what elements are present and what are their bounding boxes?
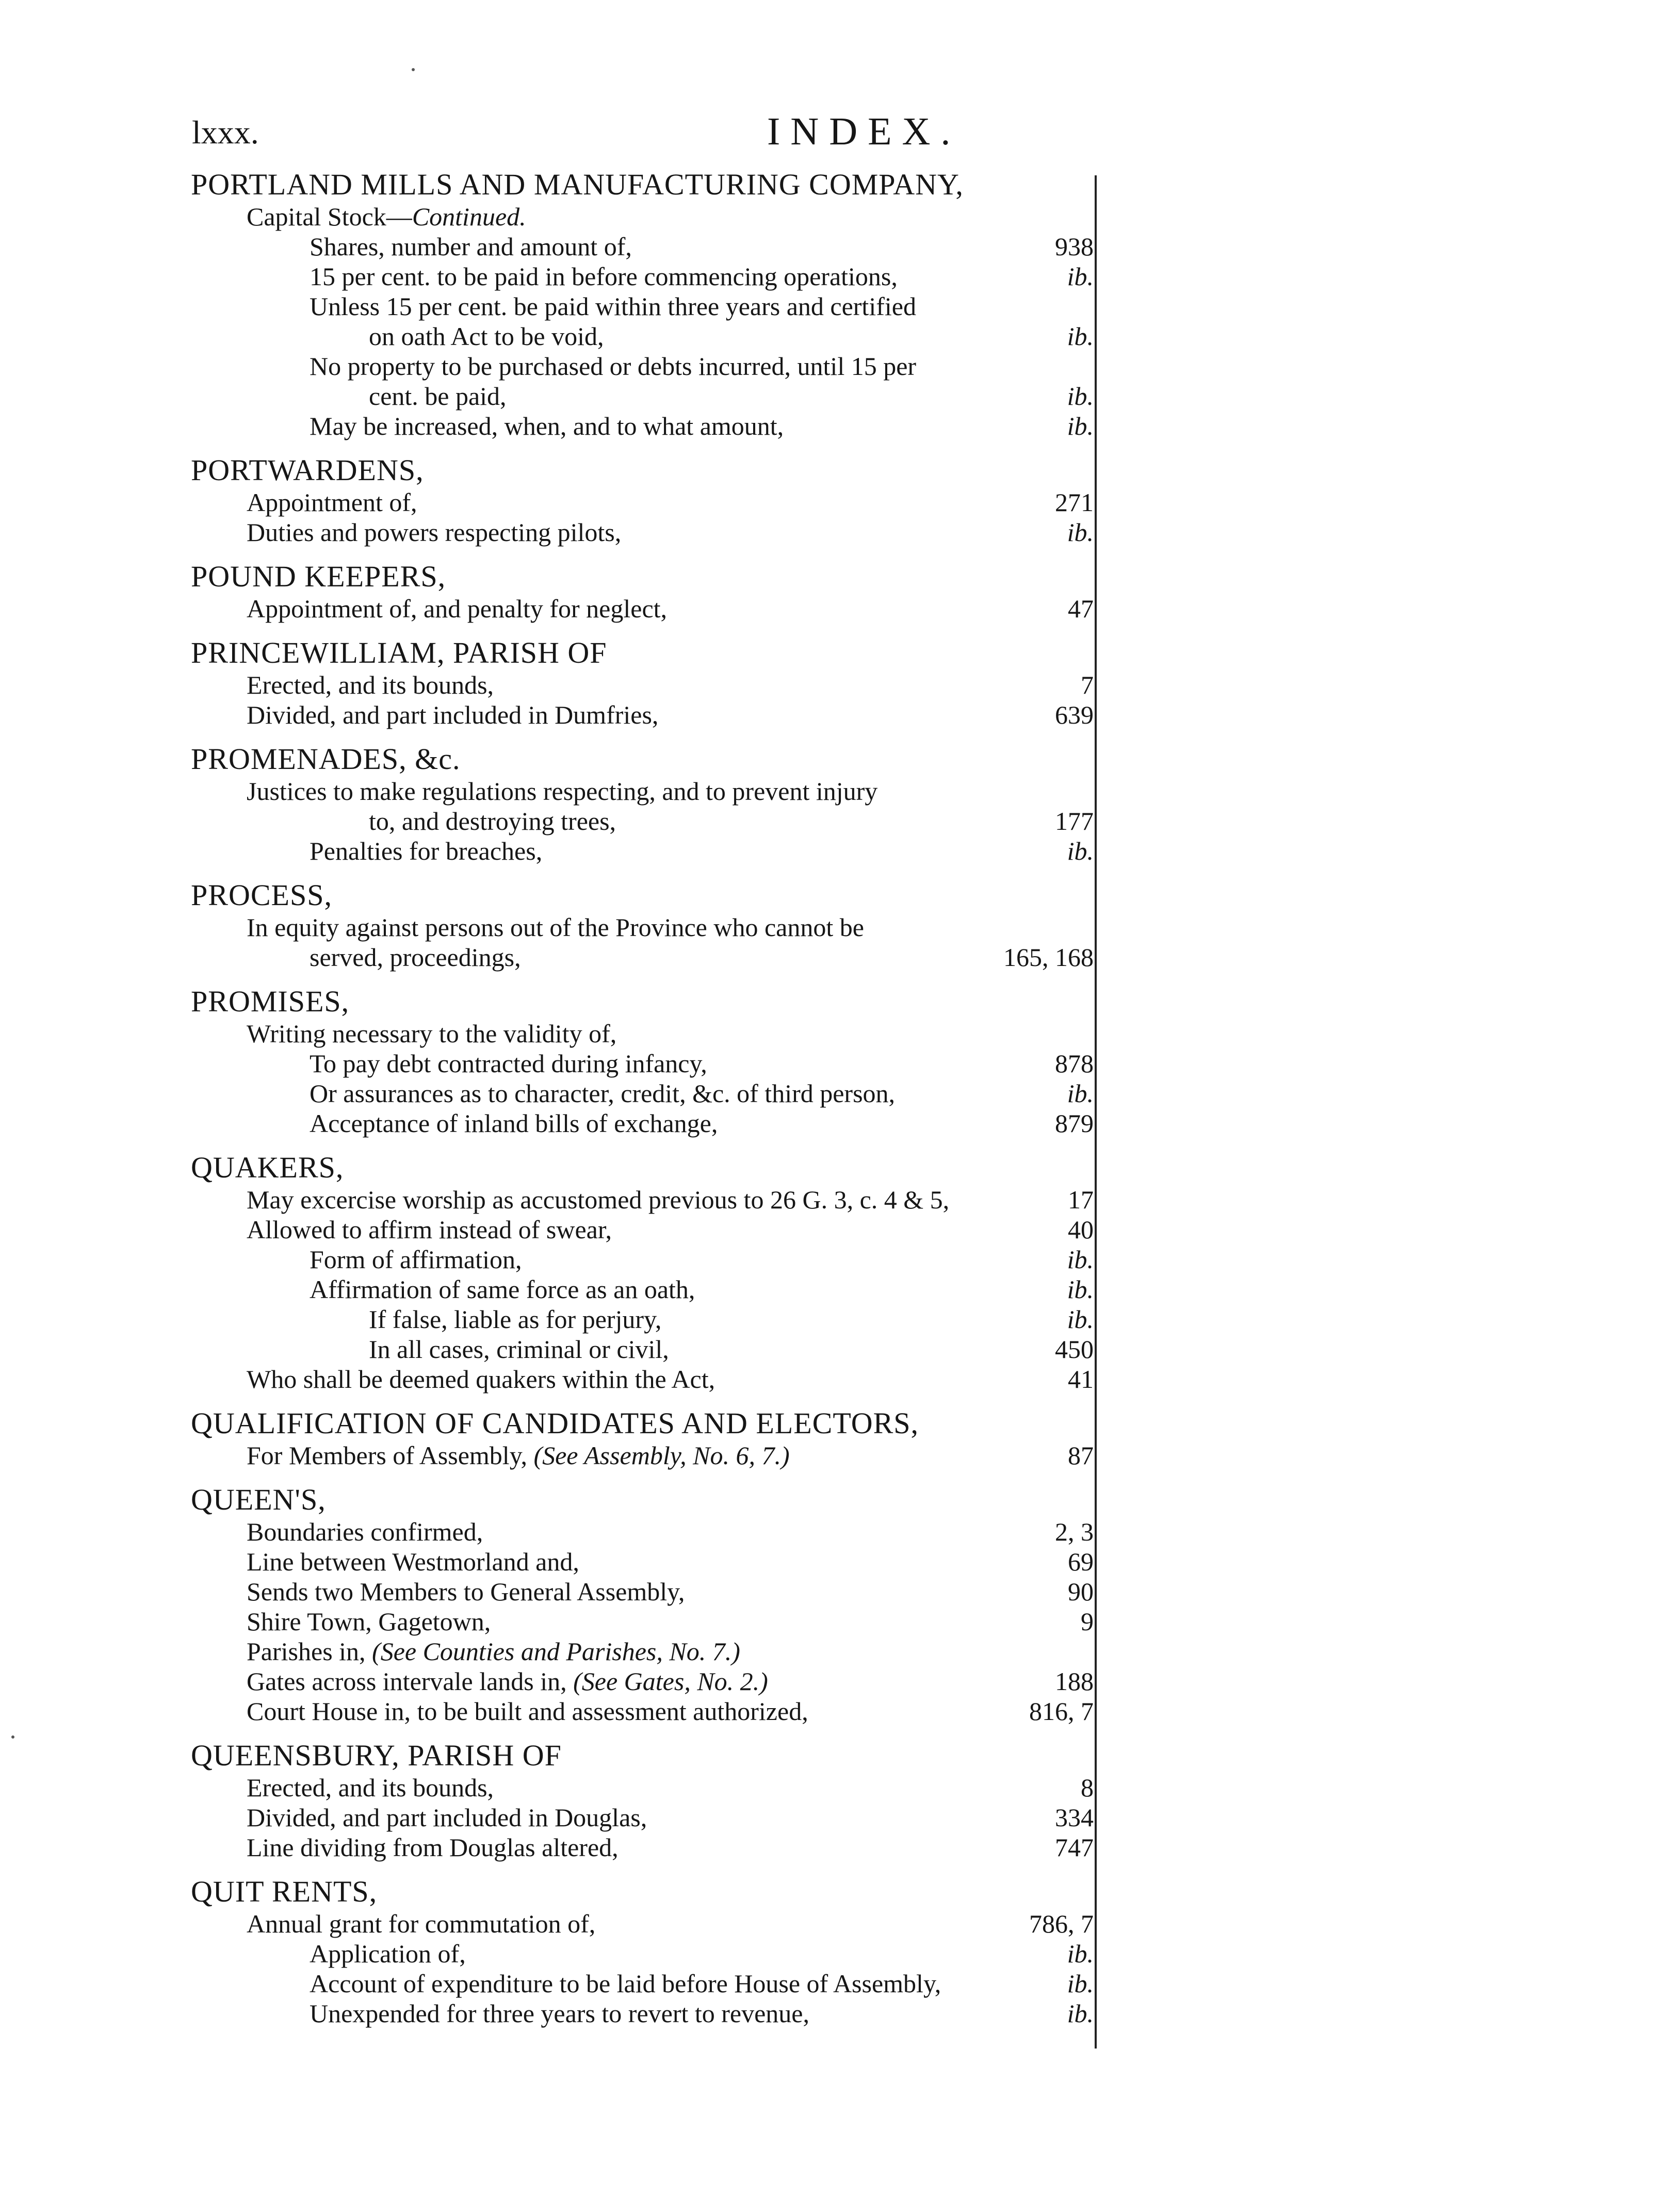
page-header [192,110,1089,160]
index-line [191,351,1094,381]
index-body [191,168,1094,2041]
index-line-text [247,1019,616,1048]
index-line [191,1696,1094,1726]
index-entry [191,1151,1094,1394]
subheading-continued: Continued. [412,202,526,231]
entry-heading: QUEENSBURY, PARISH OF [191,1739,562,1772]
index-entry [191,1483,1094,1726]
page-reference: 40 [1068,1215,1094,1244]
page-reference: ib. [1067,1999,1094,2028]
page-reference: ib. [1067,412,1094,440]
index-line [191,836,1094,866]
page-reference: ib. [1067,518,1094,547]
index-line [191,1547,1094,1577]
page-reference: 8 [1081,1773,1094,1802]
entry-heading: POUND KEEPERS, [191,560,446,593]
index-line [191,1364,1094,1394]
index-entry [191,1739,1094,1862]
page-reference: ib. [1067,1275,1094,1304]
cross-reference: (See Counties and Parishes, No. 7.) [372,1637,740,1666]
speck-mark [412,68,415,71]
index-line-text [247,1696,808,1726]
index-line [191,700,1094,730]
line-text: Unless 15 per cent. be paid within three years and certified [310,292,916,321]
index-line [191,1048,1094,1078]
entry-heading: PRINCEWILLIAM, PARISH OF [191,636,607,669]
index-line [191,1577,1094,1607]
index-line-text [247,670,494,700]
index-line [191,381,1094,411]
line-text: Shire Town, Gagetown, [247,1607,491,1636]
line-text: Affirmation of same force as an oath, [310,1275,695,1304]
index-line-text [247,700,658,730]
line-text: Parishes in, [247,1637,372,1666]
index-line-text [247,1547,579,1577]
entry-subheading [191,202,1094,232]
line-text: Form of affirmation, [310,1245,522,1274]
index-line [191,321,1094,351]
index-entry [191,985,1094,1138]
index-line [191,806,1094,836]
cross-reference: (See Gates, No. 2.) [573,1667,768,1696]
line-text: cent. be paid, [369,382,507,411]
index-line [191,1334,1094,1364]
line-text: served, proceedings, [310,943,521,972]
line-text: Shares, number and amount of, [310,232,632,261]
page-reference: ib. [1067,1305,1094,1334]
line-text: Erected, and its bounds, [247,670,494,699]
line-text: Divided, and part included in Dumfries, [247,700,659,729]
line-text: Justices to make regulations respecting, and to prevent injury [247,777,878,806]
line-text: Sends two Members to General Assembly, [247,1577,685,1606]
page-reference: 2, 3 [1055,1517,1094,1546]
page-reference: 17 [1068,1185,1094,1214]
index-line-text [247,1607,491,1636]
page-reference: 878 [1055,1049,1094,1078]
index-line [191,1274,1094,1304]
index-line [191,942,1094,972]
index-line [191,261,1094,291]
entry-heading: QUEEN'S, [191,1483,326,1516]
line-text: Account of expenditure to be laid before House of Assembly, [310,1969,941,1998]
line-text: Application of, [310,1939,466,1968]
entry-heading: PORTLAND MILLS AND MANUFACTURING COMPANY, [191,168,964,201]
line-text: No property to be purchased or debts incurred, until 15 per [310,352,917,381]
index-line-text [369,1334,669,1364]
line-text: If false, liable as for perjury, [369,1305,662,1334]
index-line-text [310,1939,466,1969]
index-line [191,232,1094,261]
line-text: Erected, and its bounds, [247,1773,494,1802]
page-reference: 747 [1055,1833,1094,1862]
index-entry [191,636,1094,730]
page-reference: ib. [1067,262,1094,291]
line-text: Penalties for breaches, [310,837,543,865]
page-reference: 9 [1081,1607,1094,1636]
page-number: lxxx. [192,114,259,151]
index-entry [191,560,1094,624]
index-entry [191,878,1094,972]
line-text: Boundaries confirmed, [247,1517,483,1546]
page-reference: ib. [1067,1969,1094,1998]
index-line [191,1517,1094,1547]
page-reference: 177 [1055,807,1094,835]
page-reference: 271 [1055,488,1094,517]
line-text: In equity against persons out of the Province who cannot be [247,913,864,942]
page-reference: 188 [1055,1667,1094,1696]
index-line-text [247,1909,595,1939]
index-line [191,487,1094,517]
line-text: Annual grant for commutation of, [247,1909,596,1938]
entry-heading: QUIT RENTS, [191,1875,378,1908]
index-line-text [247,1517,483,1547]
speck-mark [11,1735,14,1739]
line-text: Gates across intervale lands in, [247,1667,574,1696]
line-text: Divided, and part included in Douglas, [247,1803,647,1832]
index-line [191,1304,1094,1334]
page-reference: 938 [1055,232,1094,261]
index-line [191,1244,1094,1274]
page-reference: ib. [1067,382,1094,411]
line-text: May be increased, when, and to what amount, [310,412,784,440]
entry-heading: PORTWARDENS, [191,453,424,487]
index-line-text [247,1440,790,1470]
subheading-text: Capital Stock— [247,202,412,231]
line-text: Appointment of, [247,488,417,517]
index-line [191,291,1094,321]
page-reference: 41 [1068,1365,1094,1394]
page-title: INDEX. [767,110,961,153]
index-line-text [247,1832,619,1862]
index-line-text [310,836,542,866]
index-line-text [310,942,521,972]
index-line-text [247,1577,685,1607]
index-line-text [369,321,604,351]
index-line-text [310,1244,522,1274]
index-entry [191,168,1094,441]
line-text: Line dividing from Douglas altered, [247,1833,619,1862]
line-text: Appointment of, and penalty for neglect, [247,594,668,623]
index-line-text [247,517,621,547]
index-line [191,912,1094,942]
line-text: Writing necessary to the validity of, [247,1019,617,1048]
line-text: Or assurances as to character, credit, &c. of third person, [310,1079,896,1108]
line-text: Duties and powers respecting pilots, [247,518,622,547]
index-line-text [247,487,417,517]
index-line-text [310,1108,718,1138]
line-text: May excercise worship as accustomed previous to 26 G. 3, c. 4 & 5, [247,1185,950,1214]
index-line-text [247,1666,768,1696]
line-text: to, and destroying trees, [369,807,616,835]
index-entry [191,453,1094,547]
page-reference: 47 [1068,594,1094,623]
cross-reference: (See Assembly, No. 6, 7.) [533,1441,790,1470]
index-line [191,1607,1094,1636]
index-entry [191,1406,1094,1470]
line-text: Allowed to affirm instead of swear, [247,1215,612,1244]
page-reference: 879 [1055,1109,1094,1138]
entry-heading: QUAKERS, [191,1151,344,1184]
index-line-text [247,1636,740,1666]
page-reference: ib. [1067,837,1094,865]
line-text: In all cases, criminal or civil, [369,1335,669,1364]
index-line-text [310,1998,809,2028]
index-line [191,411,1094,441]
entry-heading: PROCESS, [191,878,332,912]
line-text: Who shall be deemed quakers within the Act, [247,1365,715,1394]
index-line [191,1078,1094,1108]
index-line-text [369,381,507,411]
index-line-text [247,1803,647,1832]
entry-heading: PROMENADES, &c. [191,742,461,776]
page-reference: ib. [1067,1939,1094,1968]
index-line [191,1832,1094,1862]
index-line-text [310,1048,707,1078]
page-reference: 816, 7 [1029,1697,1094,1726]
index-line [191,1803,1094,1832]
page-reference: 90 [1068,1577,1094,1606]
index-line-text [369,1304,661,1334]
index-line [191,1440,1094,1470]
line-text: Acceptance of inland bills of exchange, [310,1109,718,1138]
page-reference: 165, 168 [1003,943,1094,972]
index-line-text [310,1274,695,1304]
index-line [191,1108,1094,1138]
page-reference: 786, 7 [1029,1909,1094,1938]
line-text: on oath Act to be void, [369,322,604,351]
page-reference: 87 [1068,1441,1094,1470]
index-line [191,1666,1094,1696]
line-text: To pay debt contracted during infancy, [310,1049,707,1078]
entry-heading: PROMISES, [191,985,350,1018]
index-line [191,1019,1094,1048]
index-line-text [310,351,916,381]
index-line [191,670,1094,700]
index-line [191,517,1094,547]
page-reference: ib. [1067,322,1094,351]
index-line [191,1998,1094,2028]
index-line-text [247,776,877,806]
index-line-text [247,912,864,942]
index-line-text [247,594,667,624]
index-line [191,1969,1094,1998]
index-entry [191,742,1094,866]
index-line-text [310,1969,941,1998]
entry-heading: QUALIFICATION OF CANDIDATES AND ELECTORS, [191,1406,919,1440]
index-line [191,1636,1094,1666]
index-line-text [310,261,898,291]
index-line-text [310,291,916,321]
page-reference: 639 [1055,700,1094,729]
page-reference: 334 [1055,1803,1094,1832]
line-text: Court House in, to be built and assessment authorized, [247,1697,808,1726]
index-line-text [310,411,784,441]
index-line [191,1909,1094,1939]
index-line [191,1939,1094,1969]
index-entry [191,1875,1094,2028]
index-line-text [247,1364,715,1394]
line-text: For Members of Assembly, [247,1441,534,1470]
page-reference: 7 [1081,670,1094,699]
page-reference: ib. [1067,1245,1094,1274]
line-text: 15 per cent. to be paid in before commencing operations, [310,262,898,291]
index-line-text [247,1185,949,1215]
index-line-text [247,1773,494,1803]
page-reference: ib. [1067,1079,1094,1108]
index-line [191,1185,1094,1215]
page-reference: 450 [1055,1335,1094,1364]
index-line [191,594,1094,624]
line-text: Unexpended for three years to revert to revenue, [310,1999,809,2028]
index-line-text [310,1078,895,1108]
line-text: Line between Westmorland and, [247,1547,579,1576]
column-rule [1095,175,1097,2049]
page-reference: 69 [1068,1547,1094,1576]
index-line-text [369,806,616,836]
index-line [191,776,1094,806]
index-line-text [247,1215,612,1244]
index-line-text [310,232,632,261]
index-line [191,1773,1094,1803]
index-line [191,1215,1094,1244]
